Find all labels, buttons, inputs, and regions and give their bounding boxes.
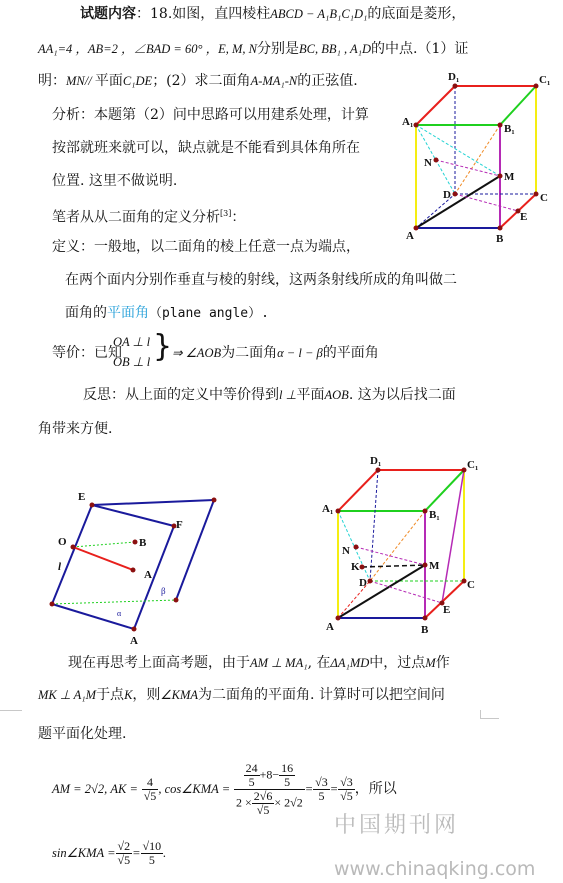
label-A1: A₁	[322, 503, 334, 515]
term-plane-angle: 平面角	[107, 305, 149, 321]
label-C1: C₁	[539, 74, 551, 86]
figure-dihedral-planes	[40, 488, 230, 648]
equivalence-prefix: 等价：已知	[52, 345, 122, 361]
label-D: D	[359, 577, 367, 589]
analysis-line-1: 分析：本题第（2）问中思路可以用建系处理，计算	[52, 107, 369, 123]
right-brace: }	[153, 329, 173, 364]
label-alpha: α	[117, 609, 122, 618]
watermark-url: www.chinaqking.com	[334, 858, 536, 880]
solution-line-2: MK ⊥ A₁M于点K，则∠KMA为二面角的平面角. 计算时可以把空间问	[38, 687, 445, 703]
label-B1: B₁	[504, 123, 515, 135]
figure-prism-1	[396, 66, 560, 246]
analysis-line-3: 位置. 这里不做说明.	[52, 173, 178, 189]
definition-line-2: 在两个面内分别作垂直与棱的射线，这两条射线所成的角叫做二	[65, 272, 457, 288]
formula-sin: sin∠KMA = $\frac{√2}{√5}$ = $\frac{√10}{5}$ .	[52, 839, 167, 867]
label-C: C	[467, 579, 475, 591]
cos-big-fraction: $\frac{24}{5}$ +8− $\frac{16}{5}$ 2 × $\frac{2√6}{√5}$ × 2√2	[235, 761, 303, 817]
problem-label: 试题内容	[80, 6, 136, 22]
label-B: B	[139, 537, 147, 549]
label-O: O	[58, 536, 67, 548]
label-D1: D₁	[370, 455, 382, 467]
label-l: l	[58, 561, 62, 573]
label-N: N	[342, 545, 350, 557]
label-A-bottom: A	[130, 635, 138, 647]
solution-line-1: 现在再思考上面高考题，由于AM ⊥ MA₁, 在ΔA₁MD中，过点M作	[68, 655, 450, 671]
reflection-line-2: 角带来方便.	[38, 421, 113, 437]
problem-line-1: 试题内容：18.如图，直四棱柱ABCD − A₁B₁C₁D₁的底面是菱形，	[80, 6, 466, 22]
formula-cos: AM = 2√2, AK = $\frac{4}{√5}$ , cos∠KMA = $\frac{24}{5}$ +8− $\frac{16}{5}$ 2 × $\frac{2√6}{√5}$ × 2√2 = $\frac{√3}{5}$ = $\frac{√3}{√5}$ ，所以	[52, 761, 397, 817]
label-B: B	[496, 233, 504, 245]
label-A: A	[406, 230, 414, 242]
analysis-line-2: 按部就班来就可以，缺点就是不能看到具体角所在	[52, 140, 360, 156]
label-B1: B₁	[429, 509, 440, 521]
label-M: M	[429, 560, 440, 572]
definition-intro: 笔者从从二面角的定义分析[3]：	[52, 209, 246, 226]
equiv-cond-bottom: OB ⊥ l	[113, 355, 151, 369]
citation-ref: [3]	[220, 209, 232, 218]
page-break-left	[0, 710, 22, 711]
label-A-inner: A	[144, 569, 152, 581]
equivalence-conclusion: ⇒ ∠AOB为二面角α − l − β的平面角	[172, 345, 379, 361]
solution-line-3: 题平面化处理.	[38, 726, 127, 742]
figure-prism-2	[318, 450, 488, 640]
definition-line-1: 定义：一般地，以二面角的棱上任意一点为端点，	[52, 239, 360, 255]
reflection-line-1: 反思：从上面的定义中等价得到l ⊥平面AOB. 这为以后找二面	[83, 387, 456, 403]
label-C: C	[540, 192, 548, 204]
label-D: D	[443, 189, 451, 201]
label-F: F	[176, 519, 183, 531]
label-E: E	[520, 211, 528, 223]
label-A: A	[326, 621, 334, 633]
label-A1: A₁	[402, 116, 414, 128]
label-B: B	[421, 624, 429, 636]
page-break-corner	[480, 710, 499, 719]
label-E: E	[78, 491, 86, 503]
definition-line-3: 面角的平面角（plane angle）.	[65, 305, 269, 321]
equiv-cond-top: OA ⊥ l	[113, 335, 151, 349]
label-M: M	[504, 171, 515, 183]
problem-line-2: AA₁=4 ，AB=2 ，∠BAD = 60° ，E, M, N分别是BC, BB₁ , A₁D的中点.（1）证	[38, 41, 469, 57]
label-N: N	[424, 157, 432, 169]
label-D1: D₁	[448, 71, 460, 83]
label-beta: β	[161, 586, 166, 596]
label-C1: C₁	[467, 459, 479, 471]
problem-line-3: 明：MN// 平面C₁DE；(2）求二面角A-MA₁-N的正弦值.	[38, 73, 358, 89]
label-K: K	[351, 561, 360, 573]
watermark-cn: 中国期刊网	[334, 813, 460, 838]
label-E: E	[443, 604, 451, 616]
